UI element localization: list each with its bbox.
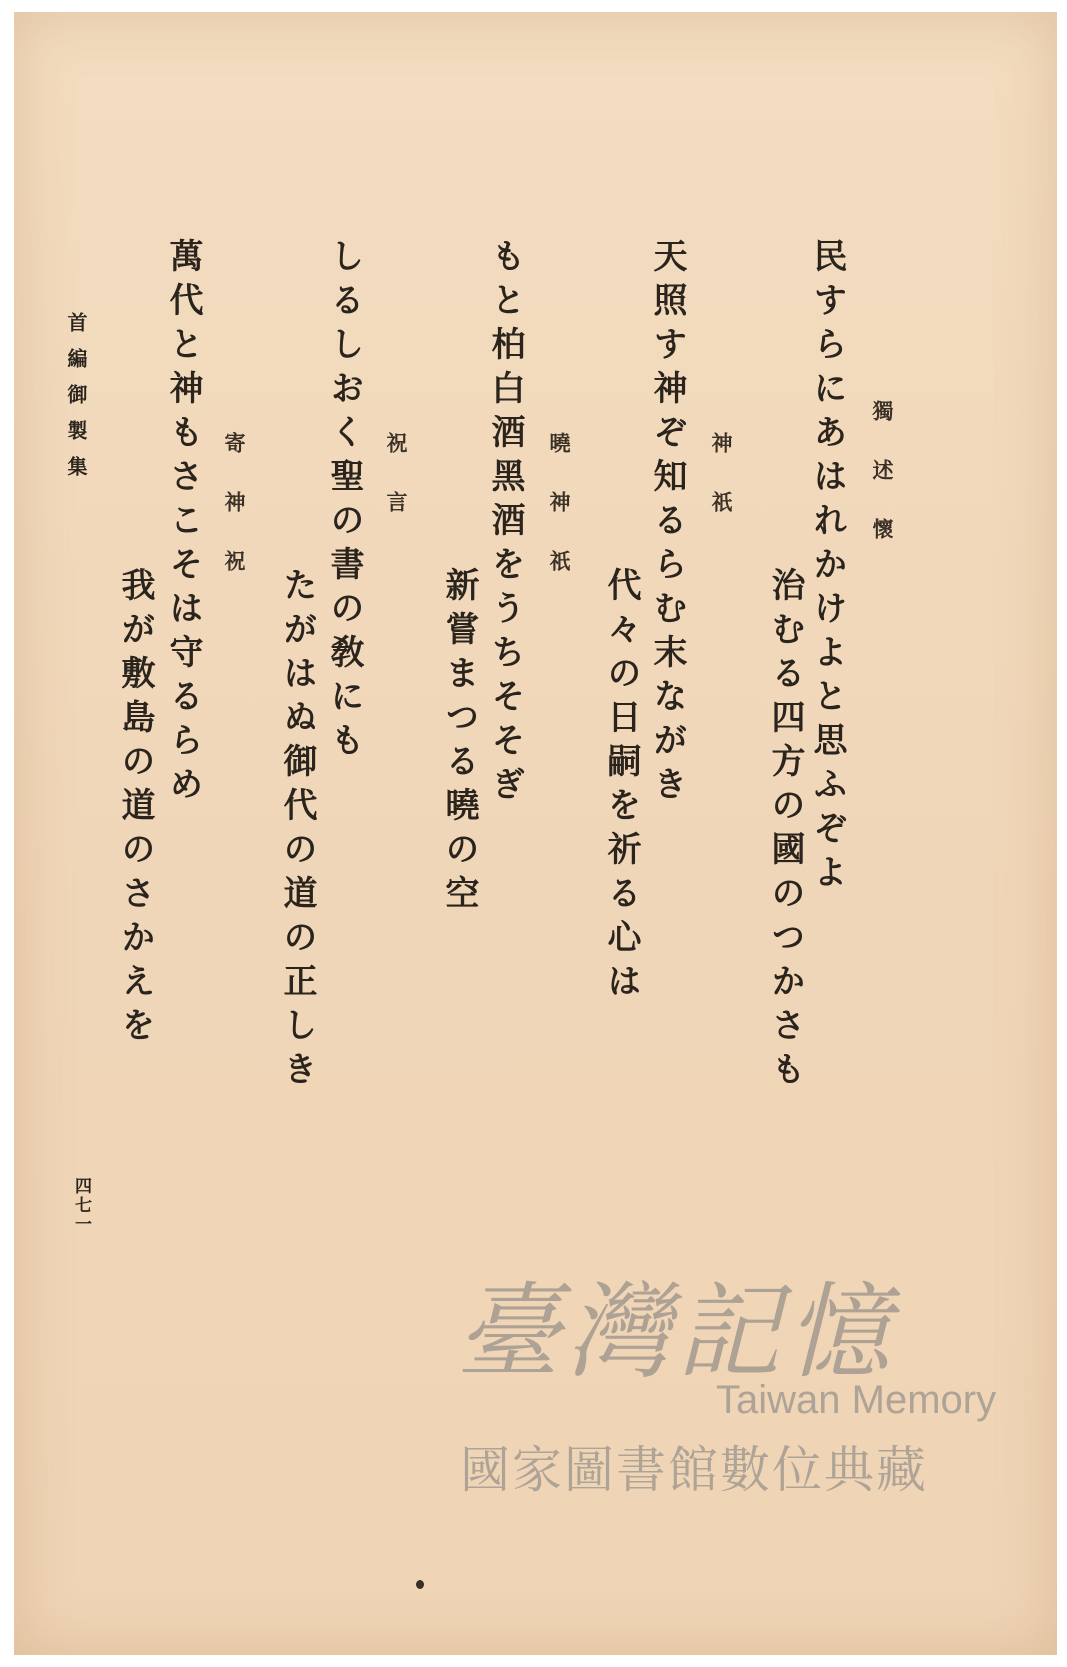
poem-line-4a: しるしおく聖の書の敎にも (324, 238, 364, 766)
running-head: 首編御製集 (64, 312, 88, 492)
poem-line-3b: 新嘗まつる曉の空 (439, 567, 479, 919)
watermark-logo: 臺灣記憶 (456, 1271, 897, 1393)
ink-dot (416, 1580, 424, 1589)
poem-title-4: 祝言 (384, 432, 409, 550)
poem-line-2a: 天照す神ぞ知るらむ末ながき (647, 238, 687, 810)
poem-title-3: 曉神祇 (547, 432, 572, 609)
poem-title-1: 獨述懷 (870, 400, 895, 577)
page-number: 四七一 (71, 1177, 91, 1234)
poem-line-1a: 民すらにあはれかけよと思ふぞよ (807, 238, 847, 898)
poem-line-5a: 萬代と神もさこそは守るらめ (163, 238, 203, 810)
poem-line-3a: もと柏白酒黑酒をうちそそぎ (485, 238, 525, 810)
watermark-english: Taiwan Memory (716, 1378, 997, 1422)
poem-line-5b: 我が敷島の道のさかえを (115, 567, 155, 1051)
poem-line-2b: 代々の日嗣を祈る心は (601, 567, 641, 1007)
poem-line-1b: 治むる四方の國のつかさも (765, 567, 805, 1095)
poem-title-5: 寄神祝 (222, 432, 247, 609)
poem-line-4b: たがはぬ御代の道の正しき (277, 567, 317, 1095)
poem-title-2: 神祇 (709, 432, 734, 550)
watermark-institution: 國家圖書館數位典藏 (460, 1441, 928, 1499)
